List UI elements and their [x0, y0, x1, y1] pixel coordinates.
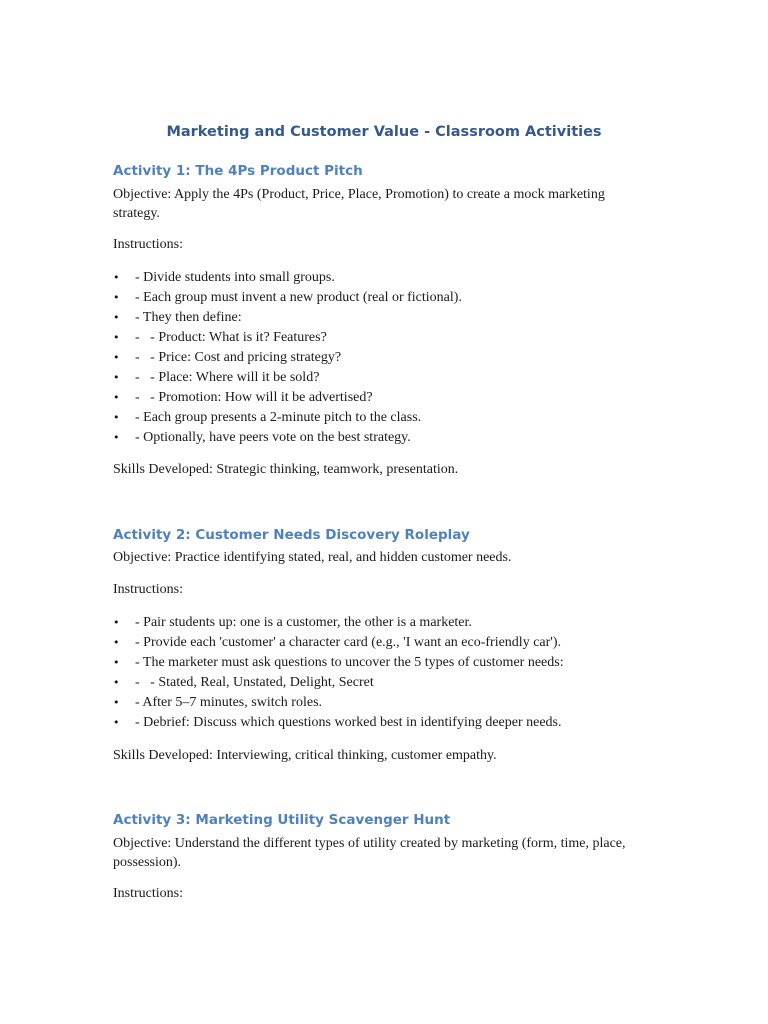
list-item-text: - Each group presents a 2-minute pitch to the class. — [135, 410, 422, 425]
list-item — [113, 388, 462, 408]
activity-1-heading: Activity 1: The 4Ps Product Pitch — [113, 163, 363, 179]
list-item — [113, 428, 462, 448]
list-item-text: - Debrief: Discuss which questions worked best in identifying deeper needs. — [135, 715, 562, 730]
document-title: Marketing and Customer Value - Classroom Activities — [166, 124, 602, 140]
activity-2-objective: Objective: Practice identifying stated, real, and hidden customer needs. — [113, 550, 512, 565]
list-item-text: - After 5–7 minutes, switch roles. — [135, 695, 323, 710]
list-item — [113, 368, 462, 388]
list-item-text: - The marketer must ask questions to uncover the 5 types of customer needs: — [135, 655, 564, 670]
list-item — [113, 288, 462, 308]
list-item-text: - They then define: — [135, 310, 242, 325]
list-item-text: - - Product: What is it? Features? — [135, 330, 327, 345]
bullet-icon: • — [113, 696, 120, 709]
bullet-icon: • — [113, 271, 120, 284]
list-item-text: - - Place: Where will it be sold? — [135, 370, 320, 385]
list-item-text: - - Stated, Real, Unstated, Delight, Secret — [135, 675, 374, 690]
list-item — [113, 408, 462, 428]
list-item — [113, 613, 564, 633]
bullet-icon: • — [113, 636, 120, 649]
list-item — [113, 268, 462, 288]
activity-3-objective: Objective: Understand the different types of utility created by marketing (form, time, place, possession). — [113, 836, 626, 870]
bullet-icon: • — [113, 331, 120, 344]
list-item-text: - Each group must invent a new product (real or fictional). — [135, 290, 462, 305]
list-item-text: - Provide each 'customer' a character card (e.g., 'I want an eco-friendly car'). — [135, 635, 561, 650]
activity-1-instruction-list — [113, 268, 462, 448]
activity-2-instructions-label: Instructions: — [113, 582, 183, 597]
activity-1-instructions-label: Instructions: — [113, 237, 183, 252]
activity-3-heading: Activity 3: Marketing Utility Scavenger Hunt — [113, 812, 451, 828]
list-item-text: - - Promotion: How will it be advertised? — [135, 390, 373, 405]
bullet-icon: • — [113, 616, 120, 629]
activity-2-instruction-list — [113, 613, 564, 733]
list-item — [113, 693, 564, 713]
activity-1-objective: Objective: Apply the 4Ps (Product, Price, Place, Promotion) to create a mock marketing strategy. — [113, 187, 605, 221]
activity-3-instructions-label: Instructions: — [113, 886, 183, 901]
activity-2-skills: Skills Developed: Interviewing, critical thinking, customer empathy. — [113, 748, 497, 763]
bullet-icon: • — [113, 291, 120, 304]
bullet-icon: • — [113, 351, 120, 364]
list-item — [113, 673, 564, 693]
bullet-icon: • — [113, 656, 120, 669]
list-item-text: - - Price: Cost and pricing strategy? — [135, 350, 342, 365]
bullet-icon: • — [113, 411, 120, 424]
bullet-icon: • — [113, 391, 120, 404]
list-item — [113, 713, 564, 733]
bullet-icon: • — [113, 676, 120, 689]
activity-2-heading: Activity 2: Customer Needs Discovery Roleplay — [113, 527, 470, 543]
activity-1-skills: Skills Developed: Strategic thinking, teamwork, presentation. — [113, 462, 459, 477]
bullet-icon: • — [113, 311, 120, 324]
list-item — [113, 348, 462, 368]
list-item-text: - Optionally, have peers vote on the best strategy. — [135, 430, 411, 445]
list-item — [113, 308, 462, 328]
list-item — [113, 653, 564, 673]
bullet-icon: • — [113, 431, 120, 444]
bullet-icon: • — [113, 716, 120, 729]
list-item-text: - Divide students into small groups. — [135, 270, 335, 285]
list-item-text: - Pair students up: one is a customer, the other is a marketer. — [135, 615, 472, 630]
list-item — [113, 328, 462, 348]
list-item — [113, 633, 564, 653]
bullet-icon: • — [113, 371, 120, 384]
